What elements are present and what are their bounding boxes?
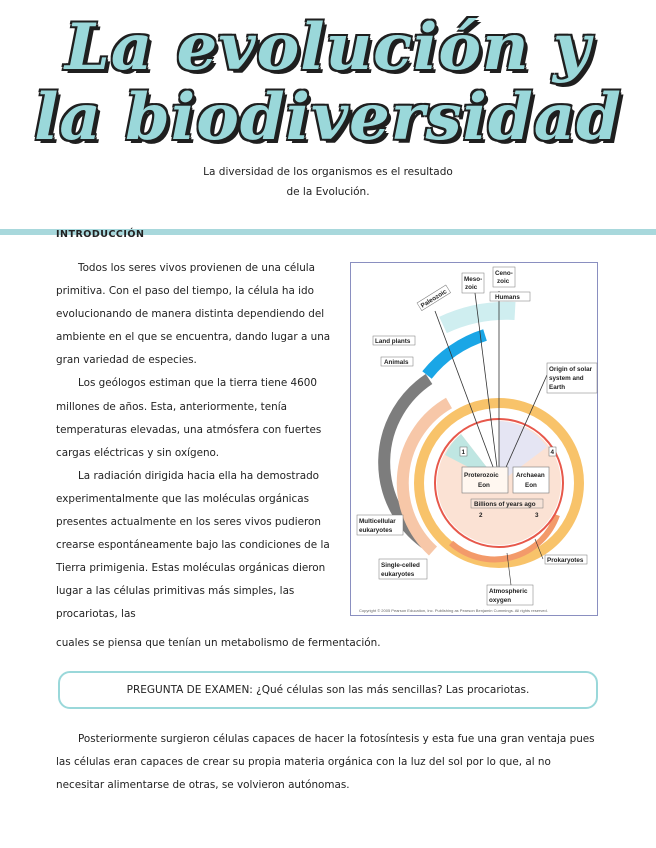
- single-celled-label-b: eukaryotes: [381, 571, 415, 578]
- title-line-1: La evolución y: [64, 10, 592, 85]
- mesozoic-label-a: Meso-: [464, 276, 483, 283]
- archaean-label: Archaean: [516, 472, 545, 479]
- clock-digit-1: 1: [461, 449, 466, 456]
- intro-text: [56, 257, 346, 627]
- atmospheric-label-b: oxygen: [489, 597, 512, 604]
- paleozoic-label: Paleozoic: [419, 288, 449, 310]
- humans-label: Humans: [495, 294, 520, 301]
- post-text: [56, 728, 596, 797]
- proterozoic-label: Proterozoic: [464, 472, 499, 479]
- intro-paragraph-2: Los geólogos estiman que la tierra tiene 4600 millones de años. Esta, anteriormente, tenía temperaturas elevadas, una atmósfera con fuertes cargas eléctricas y sin oxígeno.: [56, 377, 322, 459]
- clock-digit-4: 4: [550, 449, 555, 456]
- exam-question-box: [58, 671, 598, 709]
- single-celled-label-a: Single-celled: [381, 562, 420, 569]
- evolution-timeline-figure: [350, 262, 598, 616]
- archaean-box: [513, 467, 549, 493]
- title-line-2: la biodiversidad: [34, 80, 622, 155]
- billions-label: Billions of years ago: [474, 501, 536, 508]
- subtitle-line-1: La diversidad de los organismos es el resultado: [203, 166, 453, 178]
- atmospheric-label-a: Atmospheric: [489, 588, 528, 595]
- post-paragraph: Posteriormente surgieron células capaces de hacer la fotosíntesis y esta fue una gran ventaja pues las células eran capaces de crear su propia materia orgánica con la luz del sol por lo que, al no necesitar alimentarse de otras, se volvieron autónomas.: [56, 733, 595, 792]
- cenozoic-label-a: Ceno-: [495, 270, 513, 277]
- origin-label-b: system and: [549, 375, 584, 382]
- evolution-clock-diagram: [351, 263, 599, 617]
- prokaryotes-label: Prokaryotes: [547, 557, 584, 564]
- intro-paragraph-1: Todos los seres vivos provienen de una célula primitiva. Con el paso del tiempo, la célula ha ido evolucionando de manera distinta dependiendo del ambiente en el que se encuentra, dando lugar a una gran variedad de especies.: [56, 262, 331, 367]
- subtitle: [150, 162, 506, 202]
- figure-copyright: Copyright © 2005 Pearson Education, Inc. Publishing as Pearson Benjamin Cummings. All rights reserved.: [359, 608, 548, 613]
- mesozoic-label-b: zoic: [465, 284, 478, 291]
- origin-label-a: Origin of solar: [549, 366, 593, 373]
- cenozoic-label-b: zoic: [497, 278, 510, 285]
- paleozoic-tag: [417, 285, 451, 311]
- origin-label-c: Earth: [549, 384, 566, 391]
- animals-arc: [427, 335, 485, 375]
- section-heading: INTRODUCCIÓN: [56, 229, 145, 240]
- clock-digit-3: 3: [535, 512, 539, 519]
- archaean-eon-label: Eon: [525, 482, 537, 489]
- intro-paragraph-3: La radiación dirigida hacia ella ha demostrado experimentalmente que las moléculas orgánicas presentes actualmente en los seres vivos pudieron crearse espontáneamente bajo las condiciones de la Tierra primigenia. Estas moléculas orgánicas dieron lugar a las células primitivas más simples, las procariotas, las: [56, 469, 330, 621]
- intro-paragraph-3-tail: cuales se piensa que tenían un metabolismo de fermentación.: [56, 637, 381, 649]
- exam-question-text: PREGUNTA DE EXAMEN: ¿Qué células son las más sencillas? Las procariotas.: [126, 684, 530, 696]
- proterozoic-eon-label: Eon: [478, 482, 490, 489]
- animals-label: Animals: [384, 359, 409, 366]
- multicellular-label-b: eukaryotes: [359, 527, 393, 534]
- clock-digit-2: 2: [479, 512, 483, 519]
- land-plants-label: Land plants: [375, 338, 411, 345]
- proterozoic-box: [462, 467, 508, 493]
- multicellular-label-a: Multicellular: [359, 518, 396, 525]
- subtitle-line-2: de la Evolución.: [286, 186, 370, 198]
